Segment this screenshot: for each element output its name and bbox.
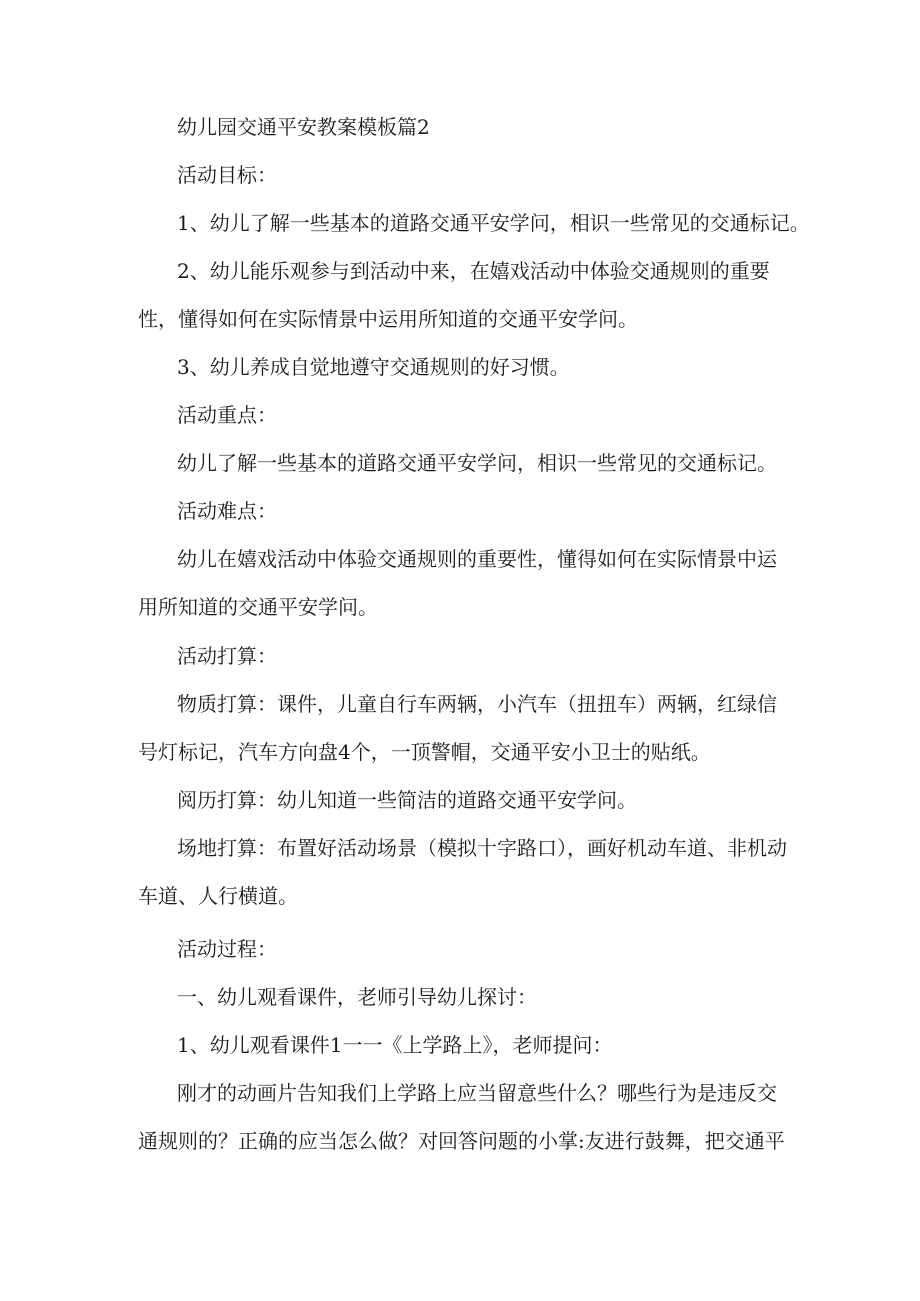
process-discussion-text: 刚才的动画片告知我们上学路上应当留意些什么？哪些行为是违反交通规则的？正确的应当怎么做？对回答问题的小掌:友进行鼓舞，把交通平 (138, 1081, 785, 1153)
heading-activity-goals: 活动目标： (177, 163, 277, 187)
goal-item-3: 3、幼儿养成自觉地遵守交通规则的好习惯。 (177, 355, 570, 379)
heading-preparation: 活动打算： (177, 644, 277, 668)
venue-preparation: 场地打算：布置好活动场景（模拟十字路口），画好机动车道、非机动车道、人行横道。 (138, 836, 787, 908)
goal-item-2: 2、幼儿能乐观参与到活动中来，在嬉戏活动中体验交通规则的重要性，懂得如何在实际情景中运用所知道的交通平安学问。 (138, 259, 770, 331)
heading-key-points: 活动重点： (177, 403, 277, 427)
key-points-text: 幼儿了解一些基本的道路交通平安学问，相识一些常见的交通标记。 (177, 451, 777, 475)
process-substep-1: 1、幼儿观看课件1一一《上学路上》，老师提问： (177, 1033, 613, 1057)
heading-process: 活动过程： (177, 937, 277, 961)
goal-item-1: 1、幼儿了解一些基本的道路交通平安学问，相识一些常见的交通标记。 (177, 211, 810, 235)
material-preparation: 物质打算：课件，儿童自行车两辆，小汽车（扭扭车）两辆，红绿信号灯标记，汽车方向盘4个，一顶警帽，交通平安小卫士的贴纸。 (138, 692, 777, 764)
experience-preparation: 阅历打算：幼儿知道一些简洁的道路交通平安学问。 (177, 788, 637, 812)
heading-difficulties: 活动难点： (177, 499, 277, 523)
difficulties-text: 幼儿在嬉戏活动中体验交通规则的重要性，懂得如何在实际情景中运用所知道的交通平安学问。 (138, 547, 777, 619)
process-step-1: 一、幼儿观看课件，老师引导幼儿探讨： (177, 985, 537, 1009)
document-title: 幼儿园交通平安教案模板篇2 (177, 115, 430, 139)
